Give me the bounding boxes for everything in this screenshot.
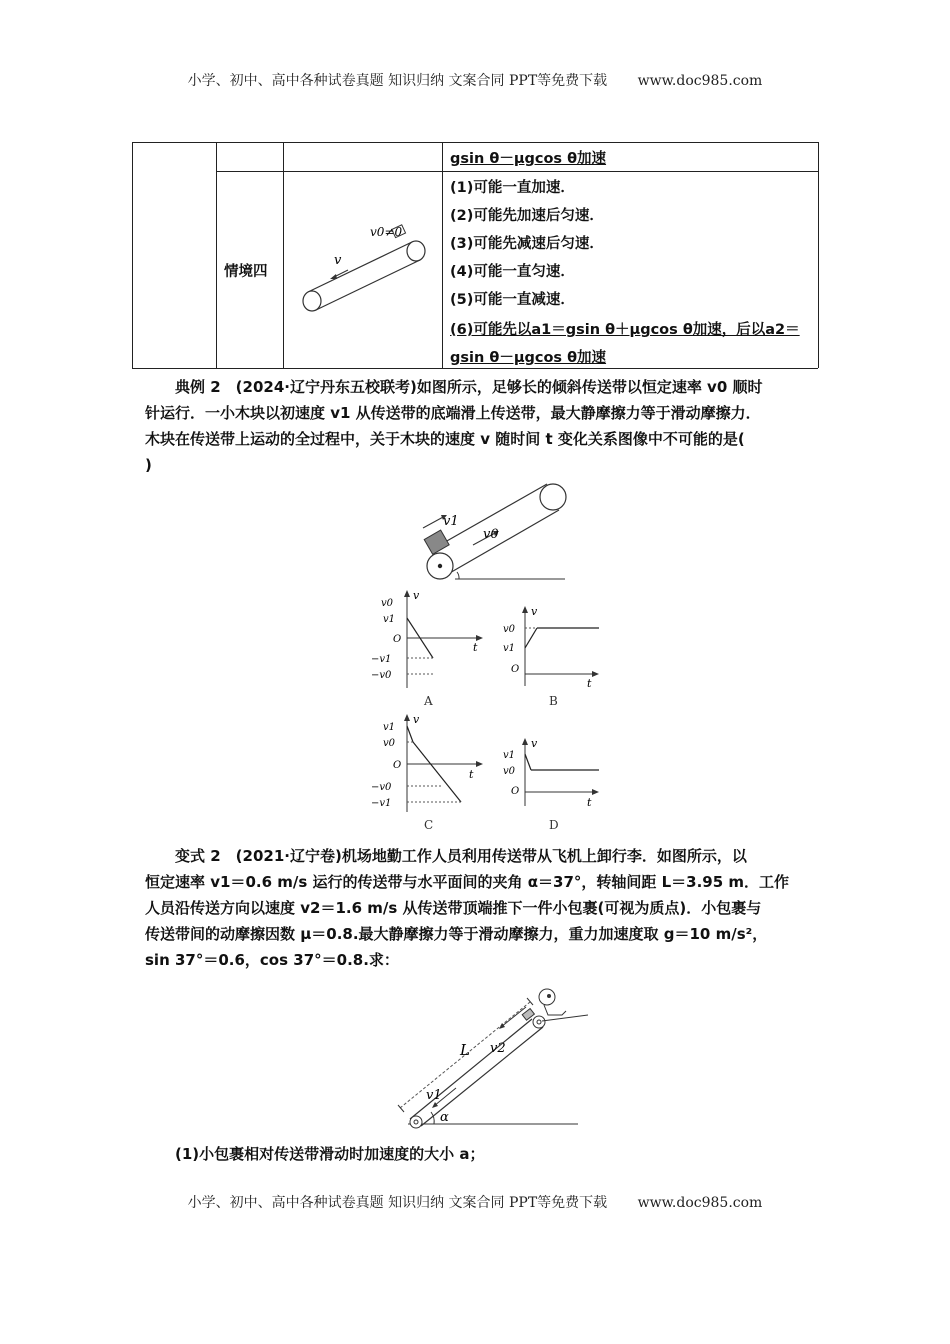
- graph-a-t-axis: t: [473, 641, 478, 654]
- example-2-line: ): [145, 456, 152, 474]
- scenario-four-v0-label: v0≠0: [370, 225, 403, 239]
- page-footer: [0, 1192, 950, 1212]
- example-2-v0-label: v0: [483, 527, 499, 542]
- graph-a-caption: A: [424, 694, 433, 708]
- graph-c-caption: C: [424, 818, 434, 832]
- variant-2-question-1: (1)小包裹相对传送带滑动时加速度的大小 a；: [175, 1145, 485, 1163]
- graph-c: [365, 712, 485, 816]
- variant-2-line: sin 37°＝0.6，cos 37°＝0.8.求：: [145, 951, 399, 969]
- graph-d: [495, 736, 605, 810]
- page-header: [0, 70, 950, 90]
- footer-site: www.doc985.com: [637, 1195, 763, 1211]
- variant-2-l-label: L: [460, 1041, 470, 1059]
- example-2-v1-label: v1: [443, 514, 459, 529]
- variant-2-line: 传送带间的动摩擦因数 μ＝0.8.最大静摩擦力等于滑动摩擦力，重力加速度取 g＝10 m/s²，: [145, 925, 768, 943]
- graph-b: [495, 604, 605, 690]
- header-site: www.doc985.com: [637, 73, 763, 89]
- graph-a-tick: −v0: [371, 670, 392, 681]
- graph-d-t-axis: t: [587, 796, 592, 809]
- scenario-table: [132, 142, 818, 368]
- graph-c-tick: O: [393, 760, 402, 771]
- scenario-four-label: 情境四: [224, 264, 268, 280]
- graph-c-tick: −v0: [371, 782, 392, 793]
- scenario-item: gsin θ－μgcos θ加速: [450, 350, 607, 366]
- graph-b-t-axis: t: [587, 677, 592, 690]
- graph-a-v-axis: v: [413, 589, 420, 602]
- example-2-figure: [415, 480, 575, 582]
- variant-2-alpha-label: α: [440, 1110, 449, 1125]
- variant-2-v1-label: v1: [426, 1088, 442, 1103]
- graph-a: [365, 588, 485, 692]
- graph-c-tick: v1: [383, 722, 396, 733]
- scenario-item: (3)可能先减速后匀速．: [450, 236, 604, 252]
- example-2-text: [145, 374, 817, 478]
- example-2-line: 针运行．一小木块以初速度 v1 从传送带的底端滑上传送带，最大静摩擦力等于滑动摩擦力．: [145, 404, 761, 422]
- graph-b-v-axis: v: [531, 605, 538, 618]
- row1-formula: gsin θ－μgcos θ加速: [450, 151, 607, 167]
- graph-d-tick: O: [511, 786, 520, 797]
- graph-d-tick: v0: [503, 766, 516, 777]
- variant-2-text: [145, 843, 817, 973]
- graph-b-tick: O: [511, 664, 520, 675]
- scenario-item: (4)可能一直匀速．: [450, 264, 575, 280]
- example-2-line: 木块在传送带上运动的全过程中，关于木块的速度 v 随时间 t 变化关系图像中不可能的是(: [145, 430, 745, 448]
- scenario-four-v-label: v: [334, 253, 342, 268]
- variant-2-line: 变式 2 (2021·辽宁卷)机场地勤工作人员利用传送带从飞机上卸行李．如图所示，以: [175, 847, 747, 865]
- scenario-item: (1)可能一直加速．: [450, 180, 575, 196]
- graph-d-tick: v1: [503, 750, 516, 761]
- graph-c-v-axis: v: [413, 713, 420, 726]
- graph-c-tick: v0: [383, 738, 396, 749]
- graph-c-t-axis: t: [469, 768, 474, 781]
- graph-a-tick: O: [393, 634, 402, 645]
- graph-b-caption: B: [549, 694, 558, 708]
- graph-b-tick: v1: [503, 643, 516, 654]
- scenario-item: (2)可能先加速后匀速．: [450, 208, 604, 224]
- variant-2-line: 恒定速率 v1＝0.6 m/s 运行的传送带与水平面间的夹角 α＝37°，转轴间距 L＝3.95 m．工作: [145, 873, 790, 891]
- graph-d-v-axis: v: [531, 737, 538, 750]
- graph-d-caption: D: [549, 818, 559, 832]
- footer-text: 小学、初中、高中各种试卷真题 知识归纳 文案合同 PPT等免费下载: [187, 1195, 608, 1211]
- graph-a-tick: −v1: [371, 654, 392, 665]
- scenario-four-figure: [294, 222, 434, 318]
- graph-a-tick: v0: [381, 598, 394, 609]
- variant-2-line: 人员沿传送方向以速度 v2＝1.6 m/s 从传送带顶端推下一件小包裹(可视为质点)．小包裹与: [145, 899, 762, 917]
- graph-c-tick: −v1: [371, 798, 392, 809]
- scenario-item: (6)可能先以a1＝gsin θ＋μgcos θ加速，后以a2＝: [450, 322, 800, 338]
- header-text: 小学、初中、高中各种试卷真题 知识归纳 文案合同 PPT等免费下载: [187, 73, 608, 89]
- variant-2-v2-label: v2: [490, 1041, 506, 1056]
- graph-a-tick: v1: [383, 614, 396, 625]
- graph-b-tick: v0: [503, 624, 516, 635]
- example-2-line: 典例 2 (2024·辽宁丹东五校联考)如图所示，足够长的倾斜传送带以恒定速率 v0 顺时: [175, 378, 763, 396]
- variant-2-figure: [396, 985, 588, 1135]
- scenario-item: (5)可能一直减速．: [450, 292, 575, 308]
